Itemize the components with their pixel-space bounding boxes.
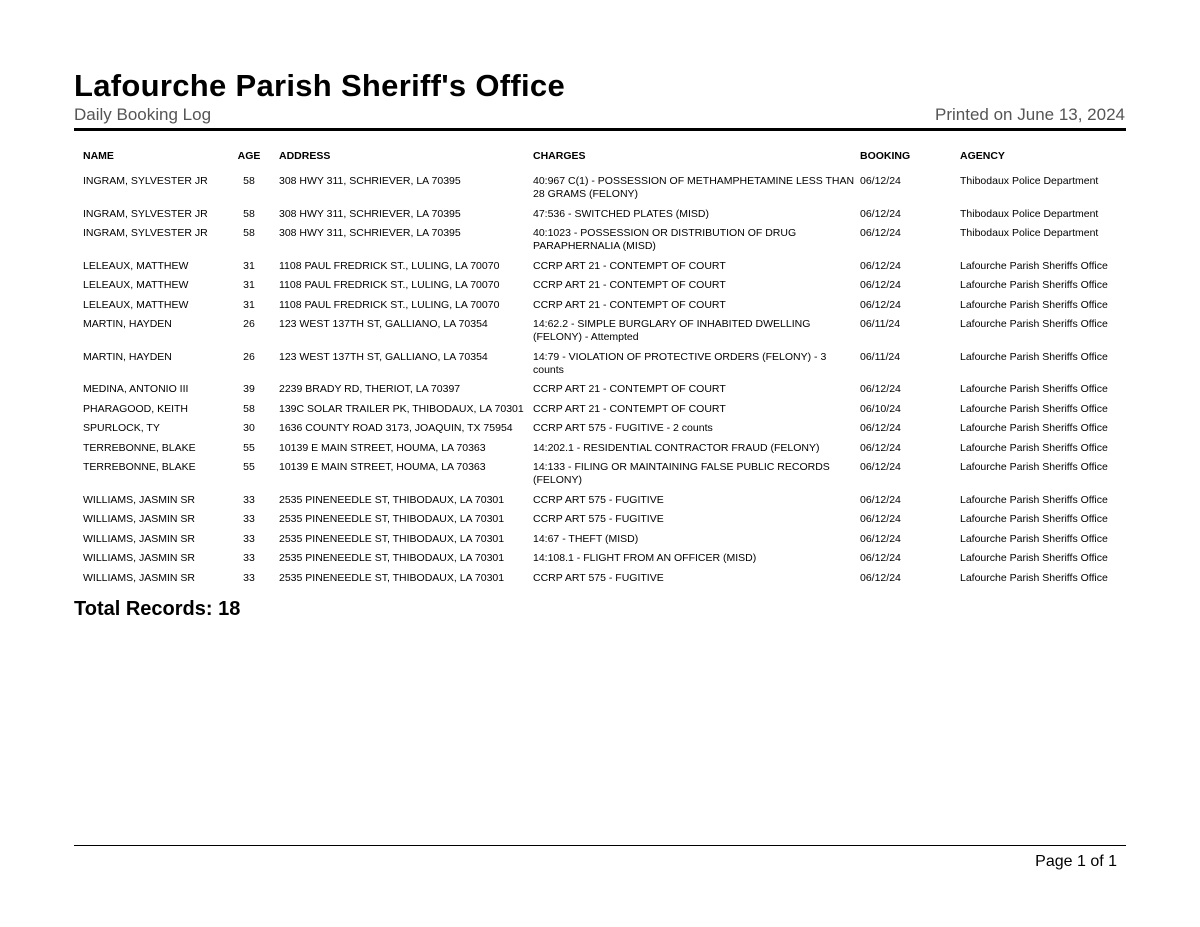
cell-name: TERREBONNE, BLAKE bbox=[83, 441, 196, 454]
cell-name: MEDINA, ANTONIO III bbox=[83, 383, 189, 395]
total-records: Total Records: 18 bbox=[74, 598, 241, 620]
cell-charges: 14:62.2 - SIMPLE BURGLARY OF INHABITED DWELLING (FELONY) - Attempted bbox=[533, 318, 811, 343]
cell-age: 39 bbox=[243, 383, 255, 395]
cell-booking: 06/12/24 bbox=[860, 383, 901, 395]
cell-name: LELEAUX, MATTHEW bbox=[83, 298, 189, 311]
cell-name: WILLIAMS, JASMIN SR bbox=[83, 571, 196, 584]
cell-age: 26 bbox=[243, 350, 255, 363]
cell-address: 2535 PINENEEDLE ST, THIBODAUX, LA 70301 bbox=[279, 493, 505, 506]
page-title: Lafourche Parish Sheriff's Office bbox=[74, 68, 566, 103]
cell-agency: Lafourche Parish Sheriffs Office bbox=[960, 383, 1108, 395]
cell-age: 33 bbox=[243, 552, 255, 564]
cell-age: 58 bbox=[243, 402, 255, 415]
table-row bbox=[74, 403, 1126, 423]
table-row bbox=[74, 227, 1126, 260]
cell-agency: Lafourche Parish Sheriffs Office bbox=[960, 279, 1108, 291]
cell-agency: Lafourche Parish Sheriffs Office bbox=[960, 513, 1108, 525]
cell-charges: CCRP ART 21 - CONTEMPT OF COURT bbox=[533, 298, 726, 311]
cell-agency: Lafourche Parish Sheriffs Office bbox=[960, 461, 1108, 473]
table-row bbox=[74, 513, 1126, 533]
cell-address: 2239 BRADY RD, THERIOT, LA 70397 bbox=[279, 383, 461, 395]
cell-address: 10139 E MAIN STREET, HOUMA, LA 70363 bbox=[279, 461, 486, 473]
cell-address: 1108 PAUL FREDRICK ST., LULING, LA 70070 bbox=[279, 259, 500, 272]
cell-address: 10139 E MAIN STREET, HOUMA, LA 70363 bbox=[279, 441, 486, 454]
cell-agency: Lafourche Parish Sheriffs Office bbox=[960, 422, 1108, 434]
cell-agency: Lafourche Parish Sheriffs Office bbox=[960, 441, 1108, 454]
table-row bbox=[74, 383, 1126, 403]
table-row bbox=[74, 442, 1126, 462]
column-header-address: ADDRESS bbox=[279, 150, 331, 162]
cell-booking: 06/12/24 bbox=[860, 207, 901, 220]
cell-address: 308 HWY 311, SCHRIEVER, LA 70395 bbox=[279, 175, 461, 187]
cell-address: 1108 PAUL FREDRICK ST., LULING, LA 70070 bbox=[279, 279, 500, 291]
column-header-booking: BOOKING bbox=[860, 150, 911, 162]
cell-name: LELEAUX, MATTHEW bbox=[83, 259, 189, 272]
cell-address: 1108 PAUL FREDRICK ST., LULING, LA 70070 bbox=[279, 298, 500, 311]
cell-name: LELEAUX, MATTHEW bbox=[83, 279, 189, 291]
page-subtitle: Daily Booking Log bbox=[74, 105, 212, 124]
cell-address: 308 HWY 311, SCHRIEVER, LA 70395 bbox=[279, 227, 461, 239]
cell-name: WILLIAMS, JASMIN SR bbox=[83, 532, 196, 545]
cell-address: 1636 COUNTY ROAD 3173, JOAQUIN, TX 75954 bbox=[279, 422, 513, 434]
cell-booking: 06/12/24 bbox=[860, 571, 901, 584]
column-header-name: NAME bbox=[83, 150, 114, 162]
cell-name: WILLIAMS, JASMIN SR bbox=[83, 493, 196, 506]
table-row bbox=[74, 175, 1126, 208]
cell-age: 33 bbox=[243, 493, 255, 506]
cell-agency: Lafourche Parish Sheriffs Office bbox=[960, 552, 1108, 564]
cell-age: 58 bbox=[243, 227, 255, 239]
cell-booking: 06/12/24 bbox=[860, 493, 901, 506]
column-header-agency: AGENCY bbox=[960, 150, 1005, 162]
cell-agency: Lafourche Parish Sheriffs Office bbox=[960, 571, 1108, 584]
cell-charges: 14:133 - FILING OR MAINTAINING FALSE PUBLIC RECORDS (FELONY) bbox=[533, 461, 830, 486]
cell-age: 33 bbox=[243, 571, 255, 584]
table-row bbox=[74, 422, 1126, 442]
cell-booking: 06/12/24 bbox=[860, 441, 901, 454]
table-row bbox=[74, 351, 1126, 384]
cell-agency: Lafourche Parish Sheriffs Office bbox=[960, 350, 1108, 363]
cell-charges: CCRP ART 575 - FUGITIVE bbox=[533, 493, 664, 506]
cell-charges: CCRP ART 575 - FUGITIVE - 2 counts bbox=[533, 422, 713, 434]
cell-charges: CCRP ART 575 - FUGITIVE bbox=[533, 513, 664, 525]
table-row bbox=[74, 552, 1126, 572]
cell-charges: 40:967 C(1) - POSSESSION OF METHAMPHETAMINE LESS THAN 28 GRAMS (FELONY) bbox=[533, 175, 855, 200]
cell-booking: 06/11/24 bbox=[860, 350, 901, 363]
cell-agency: Thibodaux Police Department bbox=[960, 175, 1099, 187]
footer-divider bbox=[74, 845, 1126, 846]
cell-age: 33 bbox=[243, 513, 255, 525]
cell-agency: Lafourche Parish Sheriffs Office bbox=[960, 493, 1108, 506]
cell-charges: CCRP ART 21 - CONTEMPT OF COURT bbox=[533, 279, 726, 291]
cell-charges: CCRP ART 21 - CONTEMPT OF COURT bbox=[533, 259, 726, 272]
cell-booking: 06/12/24 bbox=[860, 513, 901, 525]
cell-charges: 14:202.1 - RESIDENTIAL CONTRACTOR FRAUD (FELONY) bbox=[533, 441, 820, 454]
cell-address: 2535 PINENEEDLE ST, THIBODAUX, LA 70301 bbox=[279, 571, 505, 584]
cell-age: 33 bbox=[243, 532, 255, 545]
cell-booking: 06/12/24 bbox=[860, 422, 901, 434]
table-row bbox=[74, 279, 1126, 299]
cell-name: TERREBONNE, BLAKE bbox=[83, 461, 196, 473]
cell-charges: 14:67 - THEFT (MISD) bbox=[533, 532, 639, 545]
table-row bbox=[74, 299, 1126, 319]
cell-age: 55 bbox=[243, 461, 255, 473]
cell-charges: 47:536 - SWITCHED PLATES (MISD) bbox=[533, 207, 710, 220]
cell-age: 26 bbox=[243, 318, 255, 330]
cell-agency: Lafourche Parish Sheriffs Office bbox=[960, 402, 1108, 415]
cell-address: 2535 PINENEEDLE ST, THIBODAUX, LA 70301 bbox=[279, 532, 505, 545]
cell-booking: 06/12/24 bbox=[860, 259, 901, 272]
cell-name: MARTIN, HAYDEN bbox=[83, 318, 172, 330]
cell-address: 2535 PINENEEDLE ST, THIBODAUX, LA 70301 bbox=[279, 552, 505, 564]
page-number: Page 1 of 1 bbox=[1035, 853, 1117, 870]
printed-on-date: Printed on June 13, 2024 bbox=[935, 105, 1125, 124]
cell-address: 123 WEST 137TH ST, GALLIANO, LA 70354 bbox=[279, 350, 488, 363]
cell-charges: CCRP ART 21 - CONTEMPT OF COURT bbox=[533, 383, 726, 395]
booking-rows bbox=[74, 175, 1126, 591]
cell-booking: 06/11/24 bbox=[860, 318, 901, 330]
cell-age: 55 bbox=[243, 441, 255, 454]
booking-table bbox=[74, 146, 1126, 591]
cell-name: INGRAM, SYLVESTER JR bbox=[83, 175, 208, 187]
table-row bbox=[74, 260, 1126, 280]
cell-agency: Thibodaux Police Department bbox=[960, 227, 1099, 239]
cell-agency: Lafourche Parish Sheriffs Office bbox=[960, 259, 1108, 272]
cell-charges: 14:108.1 - FLIGHT FROM AN OFFICER (MISD) bbox=[533, 552, 757, 564]
cell-address: 308 HWY 311, SCHRIEVER, LA 70395 bbox=[279, 207, 461, 220]
cell-booking: 06/12/24 bbox=[860, 461, 901, 473]
table-row bbox=[74, 494, 1126, 514]
cell-name: WILLIAMS, JASMIN SR bbox=[83, 513, 196, 525]
table-row bbox=[74, 208, 1126, 228]
cell-charges: CCRP ART 575 - FUGITIVE bbox=[533, 571, 664, 584]
cell-name: SPURLOCK, TY bbox=[83, 422, 160, 434]
table-row bbox=[74, 318, 1126, 351]
cell-age: 31 bbox=[243, 298, 255, 311]
table-row bbox=[74, 533, 1126, 553]
cell-agency: Thibodaux Police Department bbox=[960, 207, 1099, 220]
table-header-row bbox=[74, 146, 1126, 175]
cell-booking: 06/12/24 bbox=[860, 175, 901, 187]
cell-booking: 06/12/24 bbox=[860, 227, 901, 239]
cell-age: 58 bbox=[243, 175, 255, 187]
column-header-charges: CHARGES bbox=[533, 150, 586, 162]
column-header-age: AGE bbox=[237, 150, 261, 162]
cell-booking: 06/12/24 bbox=[860, 552, 901, 564]
cell-address: 123 WEST 137TH ST, GALLIANO, LA 70354 bbox=[279, 318, 488, 330]
cell-charges: CCRP ART 21 - CONTEMPT OF COURT bbox=[533, 402, 726, 415]
cell-agency: Lafourche Parish Sheriffs Office bbox=[960, 532, 1108, 545]
cell-booking: 06/12/24 bbox=[860, 532, 901, 545]
cell-booking: 06/10/24 bbox=[860, 402, 901, 415]
cell-booking: 06/12/24 bbox=[860, 298, 901, 311]
cell-agency: Lafourche Parish Sheriffs Office bbox=[960, 318, 1108, 330]
cell-name: INGRAM, SYLVESTER JR bbox=[83, 207, 208, 220]
cell-age: 31 bbox=[243, 259, 255, 272]
cell-booking: 06/12/24 bbox=[860, 279, 901, 291]
cell-agency: Lafourche Parish Sheriffs Office bbox=[960, 298, 1108, 311]
cell-address: 139C SOLAR TRAILER PK, THIBODAUX, LA 70301 bbox=[279, 402, 524, 415]
cell-name: INGRAM, SYLVESTER JR bbox=[83, 227, 208, 239]
cell-age: 58 bbox=[243, 207, 255, 220]
table-row bbox=[74, 572, 1126, 592]
cell-age: 31 bbox=[243, 279, 255, 291]
cell-charges: 40:1023 - POSSESSION OR DISTRIBUTION OF DRUG PARAPHERNALIA (MISD) bbox=[533, 227, 797, 252]
cell-name: PHARAGOOD, KEITH bbox=[83, 402, 189, 415]
header-divider bbox=[74, 128, 1126, 131]
cell-address: 2535 PINENEEDLE ST, THIBODAUX, LA 70301 bbox=[279, 513, 505, 525]
table-row bbox=[74, 461, 1126, 494]
cell-name: MARTIN, HAYDEN bbox=[83, 350, 172, 363]
cell-name: WILLIAMS, JASMIN SR bbox=[83, 552, 196, 564]
cell-charges: 14:79 - VIOLATION OF PROTECTIVE ORDERS (FELONY) - 3 counts bbox=[533, 350, 827, 376]
cell-age: 30 bbox=[243, 422, 255, 434]
